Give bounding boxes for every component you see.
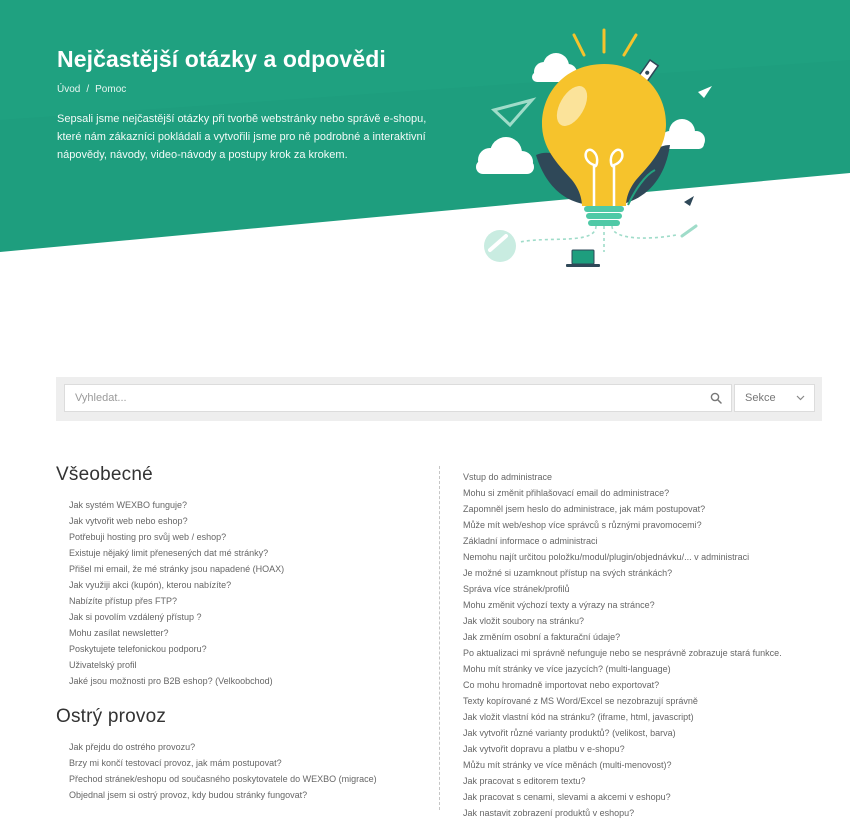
hero-banner (0, 0, 850, 260)
question-link[interactable]: Mohu změnit výchozí texty a výrazy na stránce? (463, 600, 655, 610)
list-item (463, 725, 843, 741)
list-item (69, 657, 426, 673)
question-link[interactable]: Jak přejdu do ostrého provozu? (69, 742, 196, 752)
section-select-value: Sekce (745, 392, 776, 404)
list-item (463, 581, 843, 597)
question-link[interactable]: Mohu si změnit přihlašovací email do administrace? (463, 488, 670, 498)
list-item (69, 771, 426, 787)
list-item (463, 693, 843, 709)
list-item (69, 787, 426, 803)
question-link[interactable]: Správa více stránek/profilů (463, 584, 570, 594)
question-link[interactable]: Jak vytvořit web nebo eshop? (69, 516, 188, 526)
question-list (56, 497, 426, 689)
list-item (69, 593, 426, 609)
search-icon[interactable] (710, 392, 722, 404)
breadcrumb-current: Pomoc (95, 84, 127, 95)
question-link[interactable]: Jaké jsou možnosti pro B2B eshop? (Velkoobchod) (69, 676, 273, 686)
breadcrumb (57, 84, 437, 95)
list-item (463, 501, 843, 517)
question-link[interactable]: Může mít web/eshop více správců s různými pravomocemi? (463, 520, 702, 530)
question-link[interactable]: Jak vložit soubory na stránku? (463, 616, 585, 626)
lightbulb-illustration (450, 20, 750, 275)
column-divider (439, 466, 440, 810)
section-title: Ostrý provoz (56, 706, 167, 727)
chevron-down-icon (796, 394, 805, 402)
search-bar (56, 377, 822, 421)
faq-section-general (56, 464, 426, 689)
question-link[interactable]: Jak vložit vlastní kód na stránku? (iframe, html, javascript) (463, 712, 694, 722)
list-item (69, 561, 426, 577)
breadcrumb-home-link[interactable]: Úvod (57, 84, 81, 95)
list-item (463, 597, 843, 613)
question-link[interactable]: Zapomněl jsem heslo do administrace, jak mám postupovat? (463, 504, 706, 514)
faq-section-live (56, 706, 426, 803)
question-link[interactable]: Jak pracovat s editorem textu? (463, 776, 586, 786)
list-item (69, 625, 426, 641)
list-item (69, 529, 426, 545)
question-link[interactable]: Přišel mi email, že mé stránky jsou napadené (HOAX) (69, 564, 285, 574)
list-item (69, 739, 426, 755)
question-link[interactable]: Existuje nějaký limit přenesených dat mé stránky? (69, 548, 269, 558)
question-list (56, 739, 426, 803)
question-list (463, 469, 843, 821)
list-item (463, 645, 843, 661)
list-item (463, 677, 843, 693)
section-title: Všeobecné (56, 464, 153, 485)
list-item (463, 533, 843, 549)
hero-intro-text: Sepsali jsme nejčastější otázky při tvorbě webstránky nebo správě e-shopu, které nám zákazníci pokládali a vytvořili jsme pro ně podrobné a interaktivní nápovědy, návody, video-návody a postupy krok za krokem. (57, 113, 427, 161)
search-input[interactable] (64, 384, 732, 412)
question-link[interactable]: Mohu zasílat newsletter? (69, 628, 169, 638)
question-link[interactable]: Potřebuji hosting pro svůj web / eshop? (69, 532, 227, 542)
page-title: Nejčastější otázky a odpovědi (57, 46, 386, 72)
question-link[interactable]: Po aktualizaci mi správně nefunguje nebo se nesprávně zobrazuje stará funkce. (463, 648, 782, 658)
list-item (463, 757, 843, 773)
question-link[interactable]: Vstup do administrace (463, 472, 553, 482)
list-item (463, 709, 843, 725)
list-item (69, 545, 426, 561)
list-item (463, 661, 843, 677)
list-item (463, 517, 843, 533)
question-link[interactable]: Uživatelský profil (69, 660, 137, 670)
list-item (463, 789, 843, 805)
list-item (69, 577, 426, 593)
list-item (69, 755, 426, 771)
question-link[interactable]: Jak systém WEXBO funguje? (69, 500, 188, 510)
question-link[interactable]: Jak nastavit zobrazení produktů v eshopu? (463, 808, 635, 818)
list-item (463, 549, 843, 565)
list-item (463, 485, 843, 501)
list-item (69, 513, 426, 529)
question-link[interactable]: Nemohu najít určitou položku/modul/plugin/objednávku/... v administraci (463, 552, 750, 562)
list-item (463, 773, 843, 789)
faq-left-column (56, 464, 426, 803)
question-link[interactable]: Objednal jsem si ostrý provoz, kdy budou stránky fungovat? (69, 790, 308, 800)
question-link[interactable]: Jak vytvořit různé varianty produktů? (velikost, barva) (463, 728, 676, 738)
faq-right-column (463, 469, 843, 821)
list-item (463, 629, 843, 645)
question-link[interactable]: Nabízíte přístup přes FTP? (69, 596, 178, 606)
section-select[interactable] (734, 384, 815, 412)
question-link[interactable]: Přechod stránek/eshopu od současného poskytovatele do WEXBO (migrace) (69, 774, 377, 784)
question-link[interactable]: Texty kopírované z MS Word/Excel se nezobrazují správně (463, 696, 698, 706)
question-link[interactable]: Jak vytvořit dopravu a platbu v e-shopu? (463, 744, 625, 754)
question-link[interactable]: Brzy mi končí testovací provoz, jak mám postupovat? (69, 758, 282, 768)
question-link[interactable]: Jak využiji akci (kupón), kterou nabízíte? (69, 580, 232, 590)
list-item (463, 741, 843, 757)
question-link[interactable]: Jak změním osobní a fakturační údaje? (463, 632, 621, 642)
question-link[interactable]: Jak pracovat s cenami, slevami a akcemi v eshopu? (463, 792, 671, 802)
list-item (463, 805, 843, 821)
question-link[interactable]: Je možné si uzamknout přístup na svých stránkách? (463, 568, 673, 578)
list-item (69, 497, 426, 513)
list-item (69, 609, 426, 625)
list-item (463, 613, 843, 629)
question-link[interactable]: Můžu mít stránky ve více měnách (multi-menovost)? (463, 760, 672, 770)
list-item (463, 565, 843, 581)
question-link[interactable]: Mohu mít stránky ve více jazycích? (multi-language) (463, 664, 671, 674)
question-link[interactable]: Jak si povolím vzdálený přístup ? (69, 612, 202, 622)
question-link[interactable]: Co mohu hromadně importovat nebo exportovat? (463, 680, 660, 690)
list-item (69, 641, 426, 657)
list-item (463, 469, 843, 485)
breadcrumb-separator: / (86, 84, 90, 95)
list-item (69, 673, 426, 689)
question-link[interactable]: Poskytujete telefonickou podporu? (69, 644, 207, 654)
question-link[interactable]: Základní informace o administraci (463, 536, 598, 546)
